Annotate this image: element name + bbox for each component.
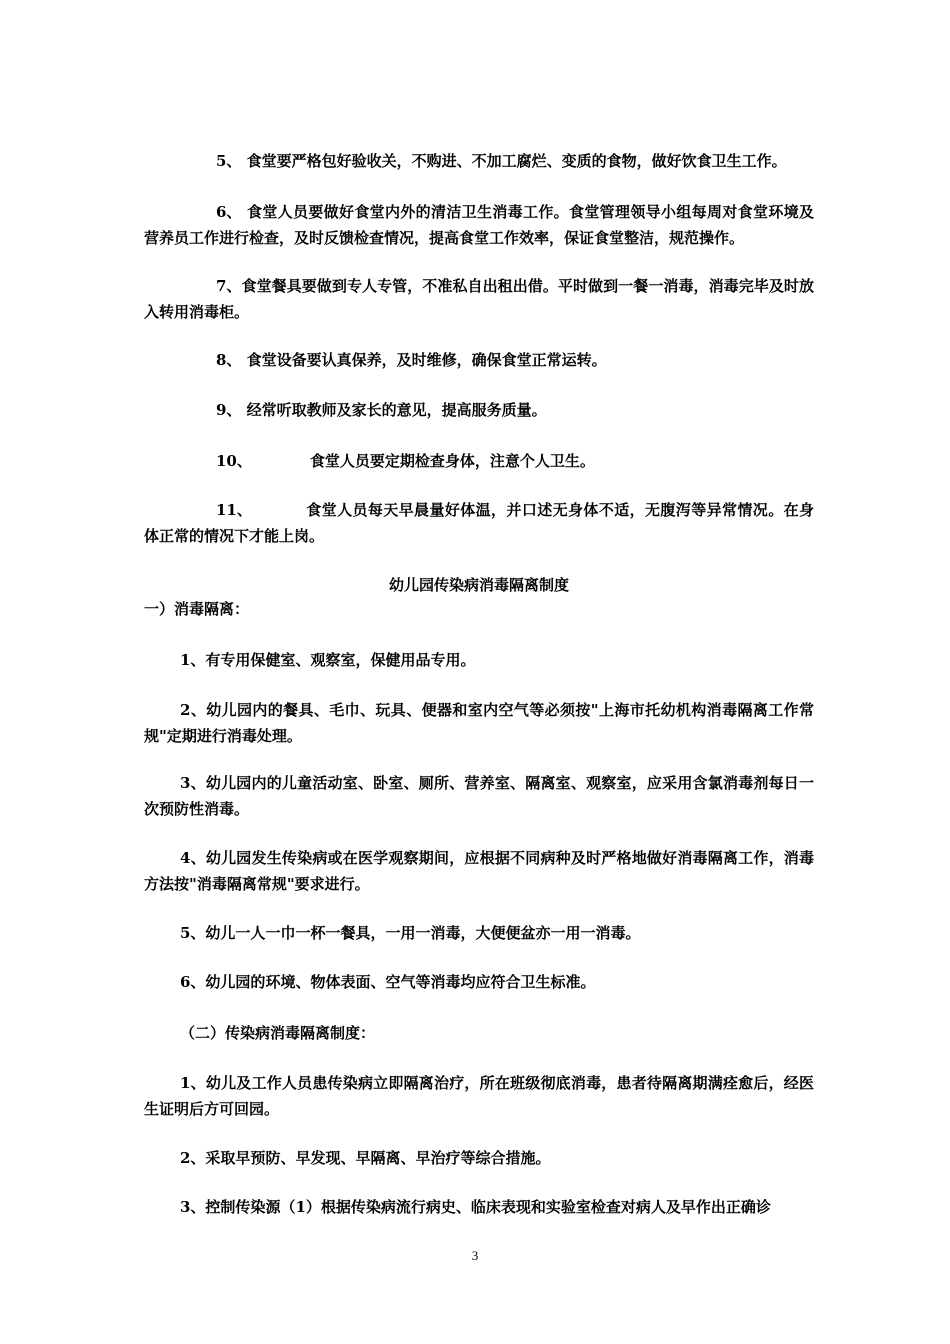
disinfection-item-3: 3、幼儿园内的儿童活动室、卧室、厕所、营养室、隔离室、观察室，应采用含氯消毒剂每日一次预防性消毒。 <box>144 774 814 818</box>
disinfection-item-5: 5、幼儿一人一巾一杯一餐具，一用一消毒，大便便盆亦一用一消毒。 <box>180 924 641 942</box>
canteen-rule-11 <box>144 497 814 549</box>
rule-number: 8、 <box>216 351 242 369</box>
rule-text: 食堂餐具要做到专人专管，不准私自出租出借。平时做到一餐一消毒，消毒完毕及时放入转用消毒柜。 <box>144 277 814 321</box>
disinfection-item-2: 2、幼儿园内的餐具、毛巾、玩具、便器和室内空气等必须按"上海市托幼机构消毒隔离工作常规"定期进行消毒处理。 <box>144 701 814 745</box>
disinfection-item-6: 6、幼儿园的环境、物体表面、空气等消毒均应符合卫生标准。 <box>180 973 596 991</box>
disinfection-heading: 一）消毒隔离： <box>144 600 250 618</box>
section-title: 幼儿园传染病消毒隔离制度 <box>388 576 569 594</box>
disinfection-item-4: 4、幼儿园发生传染病或在医学观察期间，应根据不同病种及时严格地做好消毒隔离工作，消毒方法按"消毒隔离常规"要求进行。 <box>144 849 814 893</box>
rule-text: 食堂人员要定期检查身体，注意个人卫生。 <box>309 452 595 470</box>
canteen-rule-7 <box>144 273 814 325</box>
isolation-item-1: 1、幼儿及工作人员患传染病立即隔离治疗，所在班级彻底消毒，患者待隔离期满痊愈后，经医生证明后方可回园。 <box>144 1074 814 1118</box>
canteen-rule-8 <box>144 347 814 373</box>
canteen-rule-10 <box>144 448 814 474</box>
disinfection-item-1: 1、有专用保健室、观察室，保健用品专用。 <box>180 651 476 669</box>
page-number: 3 <box>471 1248 479 1263</box>
isolation-heading: （二）传染病消毒隔离制度： <box>180 1024 376 1042</box>
rule-text: 食堂人员要做好食堂内外的清洁卫生消毒工作。食堂管理领导小组每周对食堂环境及营养员工作进行检查，及时反馈检查情况，提高食堂工作效率，保证食堂整洁，规范操作。 <box>144 203 814 247</box>
rule-number: 9、 <box>216 401 242 419</box>
rule-number: 5、 <box>216 152 242 170</box>
rule-number: 11、 <box>216 501 252 519</box>
rule-number: 6、 <box>216 203 242 221</box>
rule-text: 食堂设备要认真保养，及时维修，确保食堂正常运转。 <box>241 351 607 369</box>
rule-number: 7、 <box>216 277 242 295</box>
isolation-item-3: 3、控制传染源（1）根据传染病流行病史、临床表现和实验室检查对病人及早作出正确诊 <box>180 1198 771 1216</box>
canteen-rule-5 <box>144 148 814 174</box>
canteen-rule-6 <box>144 199 814 251</box>
rule-text: 食堂要严格包好验收关，不购进、不加工腐烂、变质的食物，做好饮食卫生工作。 <box>241 152 787 170</box>
isolation-item-2: 2、采取早预防、早发现、早隔离、早治疗等综合措施。 <box>180 1149 551 1167</box>
rule-text: 经常听取教师及家长的意见，提高服务质量。 <box>241 401 547 419</box>
canteen-rule-9 <box>144 397 814 423</box>
rule-number: 10、 <box>216 452 252 470</box>
rule-text: 食堂人员每天早晨量好体温，并口述无身体不适，无腹泻等异常情况。在身体正常的情况下才能上岗。 <box>144 501 814 545</box>
